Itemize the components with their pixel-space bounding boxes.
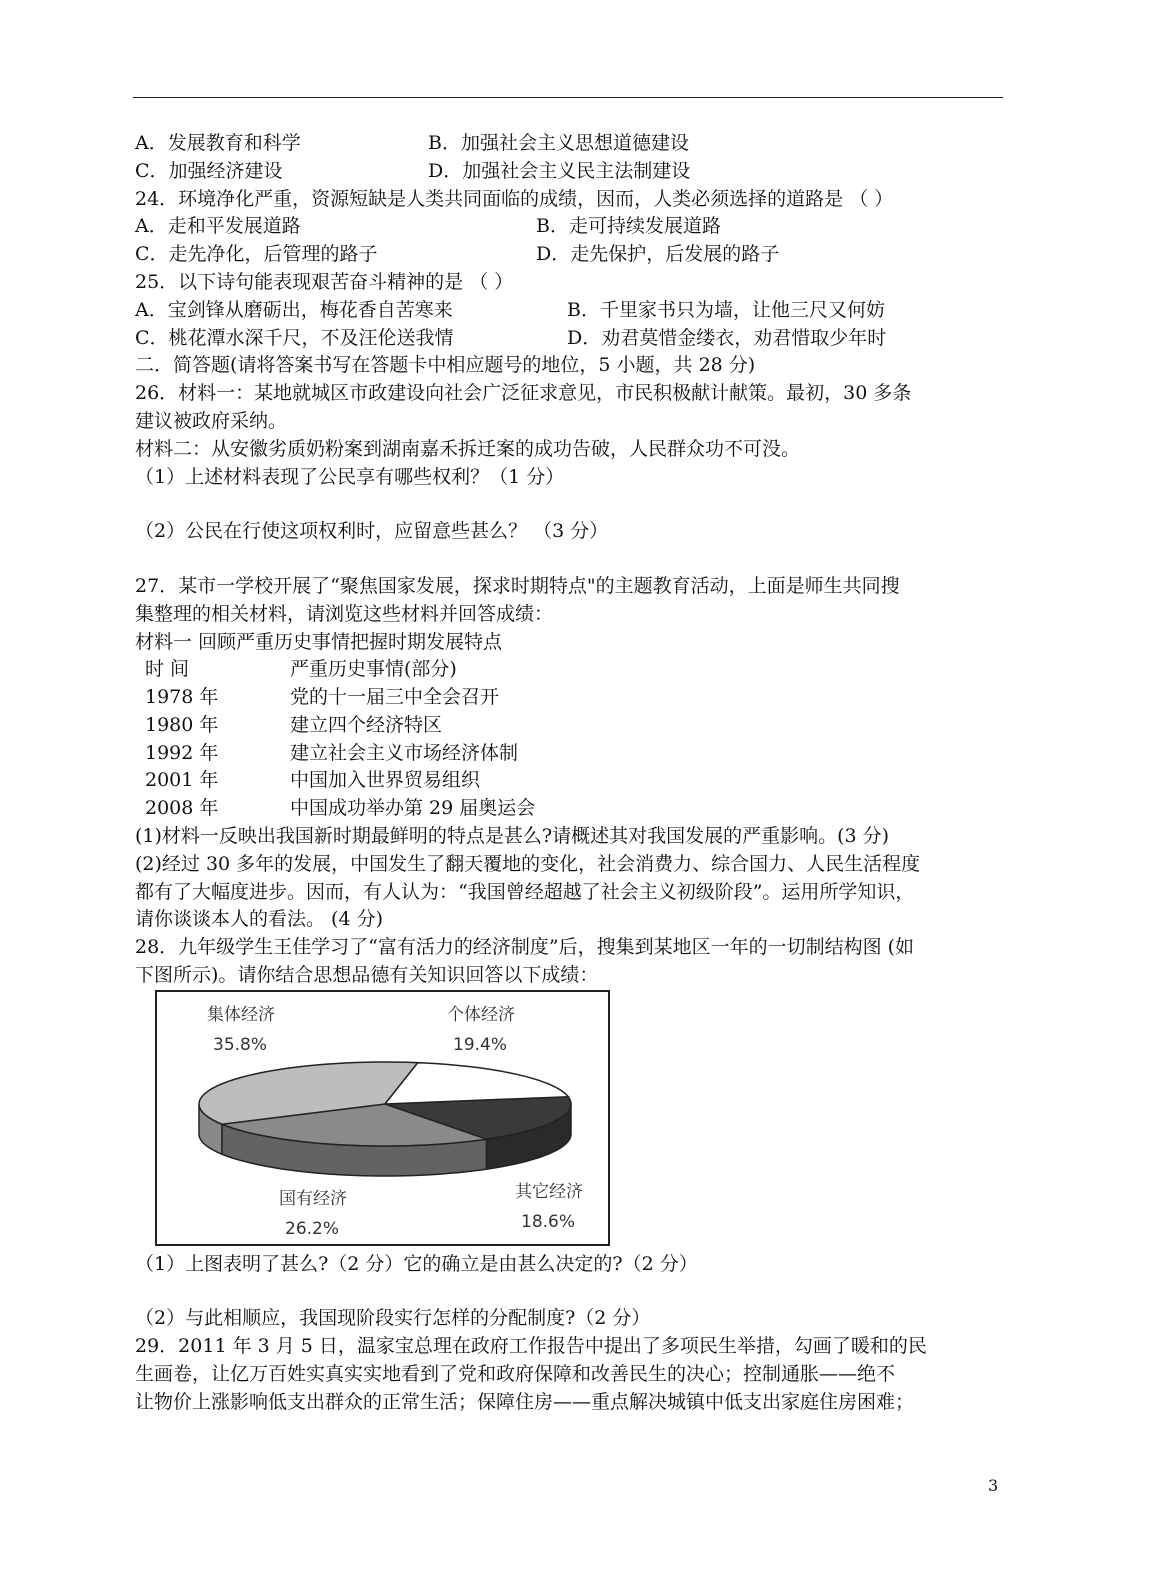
table-row-year: 1978 年: [145, 686, 219, 708]
table-row-event: 建立四个经济特区: [290, 714, 443, 736]
section-heading: 二．简答题(请将答案书写在答题卡中相应题号的地位，5 小题，共 28 分): [135, 354, 756, 376]
q23-option-a: A．发展教育和科学: [135, 132, 301, 154]
pie-label-category: 国有经济: [279, 1189, 347, 1209]
pie-chart-svg: [157, 992, 608, 1244]
table-row-year: 2001 年: [145, 769, 219, 791]
q29-line3: 让物价上涨影响低支出群众的正常生活；保障住房——重点解决城镇中低支出家庭住房困难；: [135, 1391, 915, 1413]
pie-slice-个体经济: [385, 1063, 568, 1104]
ownership-pie-chart: [155, 990, 610, 1246]
q27-table-header-event: 严重历史事情(部分): [290, 658, 457, 680]
q27-sub2-line3: 请你谈谈本人的看法。 (4 分): [135, 908, 383, 930]
q29-line2: 生画卷，让亿万百姓实真实实地看到了党和政府保障和改善民生的决心；控制通胀——绝不: [135, 1363, 896, 1385]
q26-line3: 材料二：从安徽劣质奶粉案到湖南嘉禾拆迁案的成功告破，人民群众功不可没。: [135, 438, 801, 460]
q27-line2: 集整理的相关材料，请浏览这些材料并回答成绩：: [135, 603, 554, 625]
q23-option-d: D．加强社会主义民主法制建设: [428, 160, 691, 182]
pie-label-value: 26.2%: [285, 1219, 340, 1239]
q26-line2: 建议被政府采纳。: [135, 410, 288, 432]
pie-label-value: 18.6%: [521, 1212, 576, 1232]
q25-option-c: C．桃花潭水深千尺，不及汪伦送我情: [135, 327, 454, 349]
q24-option-d: D．走先保护，后发展的路子: [536, 243, 780, 265]
q25-option-b: B．千里家书只为墙，让他三尺又何妨: [567, 299, 885, 321]
pie-label-category: 集体经济: [207, 1005, 275, 1025]
q28-sub1: （1）上图表明了甚么?（2 分）它的确立是由甚么决定的?（2 分）: [135, 1253, 698, 1275]
pie-label-category: 其它经济: [515, 1182, 583, 1202]
pie-label-value: 35.8%: [213, 1035, 268, 1055]
q27-table-header-time: 时 间: [145, 658, 190, 680]
table-row-year: 2008 年: [145, 797, 219, 819]
q27-sub2-line2: 都有了大幅度进步。因而，有人认为：“我国曾经超越了社会主义初级阶段”。运用所学知识，: [135, 881, 915, 903]
q26-sub1: （1）上述材料表现了公民享有哪些权利？（1 分）: [135, 466, 565, 488]
q25-option-a: A．宝剑锋从磨砺出，梅花香自苦寒来: [135, 299, 453, 321]
pie-label-value: 19.4%: [453, 1035, 508, 1055]
q29-line1: 29．2011 年 3 月 5 日，温家宝总理在政府工作报告中提出了多项民生举措，勾画了暖和的民: [135, 1335, 927, 1357]
table-row-year: 1992 年: [145, 742, 219, 764]
q28-line2: 下图所示)。请你结合思想品德有关知识回答以下成绩：: [135, 964, 599, 986]
q27-sub2-line1: (2)经过 30 多年的发展，中国发生了翻天覆地的变化，社会消费力、综合国力、人民生活程度: [135, 853, 921, 875]
q27-line1: 27．某市一学校开展了“聚焦国家发展，探求时期特点"的主题教育活动，上面是师生共同搜: [135, 575, 900, 597]
q23-option-c: C．加强经济建设: [135, 160, 283, 182]
page-number: 3: [988, 1476, 999, 1495]
q24-option-a: A．走和平发展道路: [135, 215, 301, 237]
q28-line1: 28．九年级学生王佳学习了“富有活力的经济制度”后，搜集到某地区一年的一切制结构图 (如: [135, 936, 915, 958]
q24-option-b: B．走可持续发展道路: [536, 215, 721, 237]
q28-sub2: （2）与此相顺应，我国现阶段实行怎样的分配制度?（2 分）: [135, 1307, 651, 1329]
q26-sub2: （2）公民在行使这项权利时，应留意些甚么？ （3 分）: [135, 520, 609, 542]
table-row-event: 建立社会主义市场经济体制: [290, 742, 519, 764]
q27-material: 材料一 回顾严重历史事情把握时期发展特点: [135, 631, 503, 653]
q25-option-d: D．劝君莫惜金缕衣，劝君惜取少年时: [567, 327, 887, 349]
table-row-year: 1980 年: [145, 714, 219, 736]
table-row-event: 中国加入世界贸易组织: [290, 769, 481, 791]
q26-line1: 26．材料一：某地就城区市政建设向社会广泛征求意见，市民积极献计献策。最初，30 多条: [135, 382, 912, 404]
q25-stem: 25．以下诗句能表现艰苦奋斗精神的是 （ ）: [135, 271, 514, 293]
q24-stem: 24．环境净化严重，资源短缺是人类共同面临的成绩，因而，人类必须选择的道路是 （ ）: [135, 188, 894, 210]
table-row-event: 党的十一届三中全会召开: [290, 686, 500, 708]
table-row-event: 中国成功举办第 29 届奥运会: [290, 797, 536, 819]
q23-option-b: B．加强社会主义思想道德建设: [428, 132, 689, 154]
header-rule: [133, 97, 1003, 98]
q27-sub1: (1)材料一反映出我国新时期最鲜明的特点是甚么?请概述其对我国发展的严重影响。(3 分): [135, 825, 890, 847]
q24-option-c: C．走先净化，后管理的路子: [135, 243, 378, 265]
pie-label-category: 个体经济: [447, 1005, 515, 1025]
